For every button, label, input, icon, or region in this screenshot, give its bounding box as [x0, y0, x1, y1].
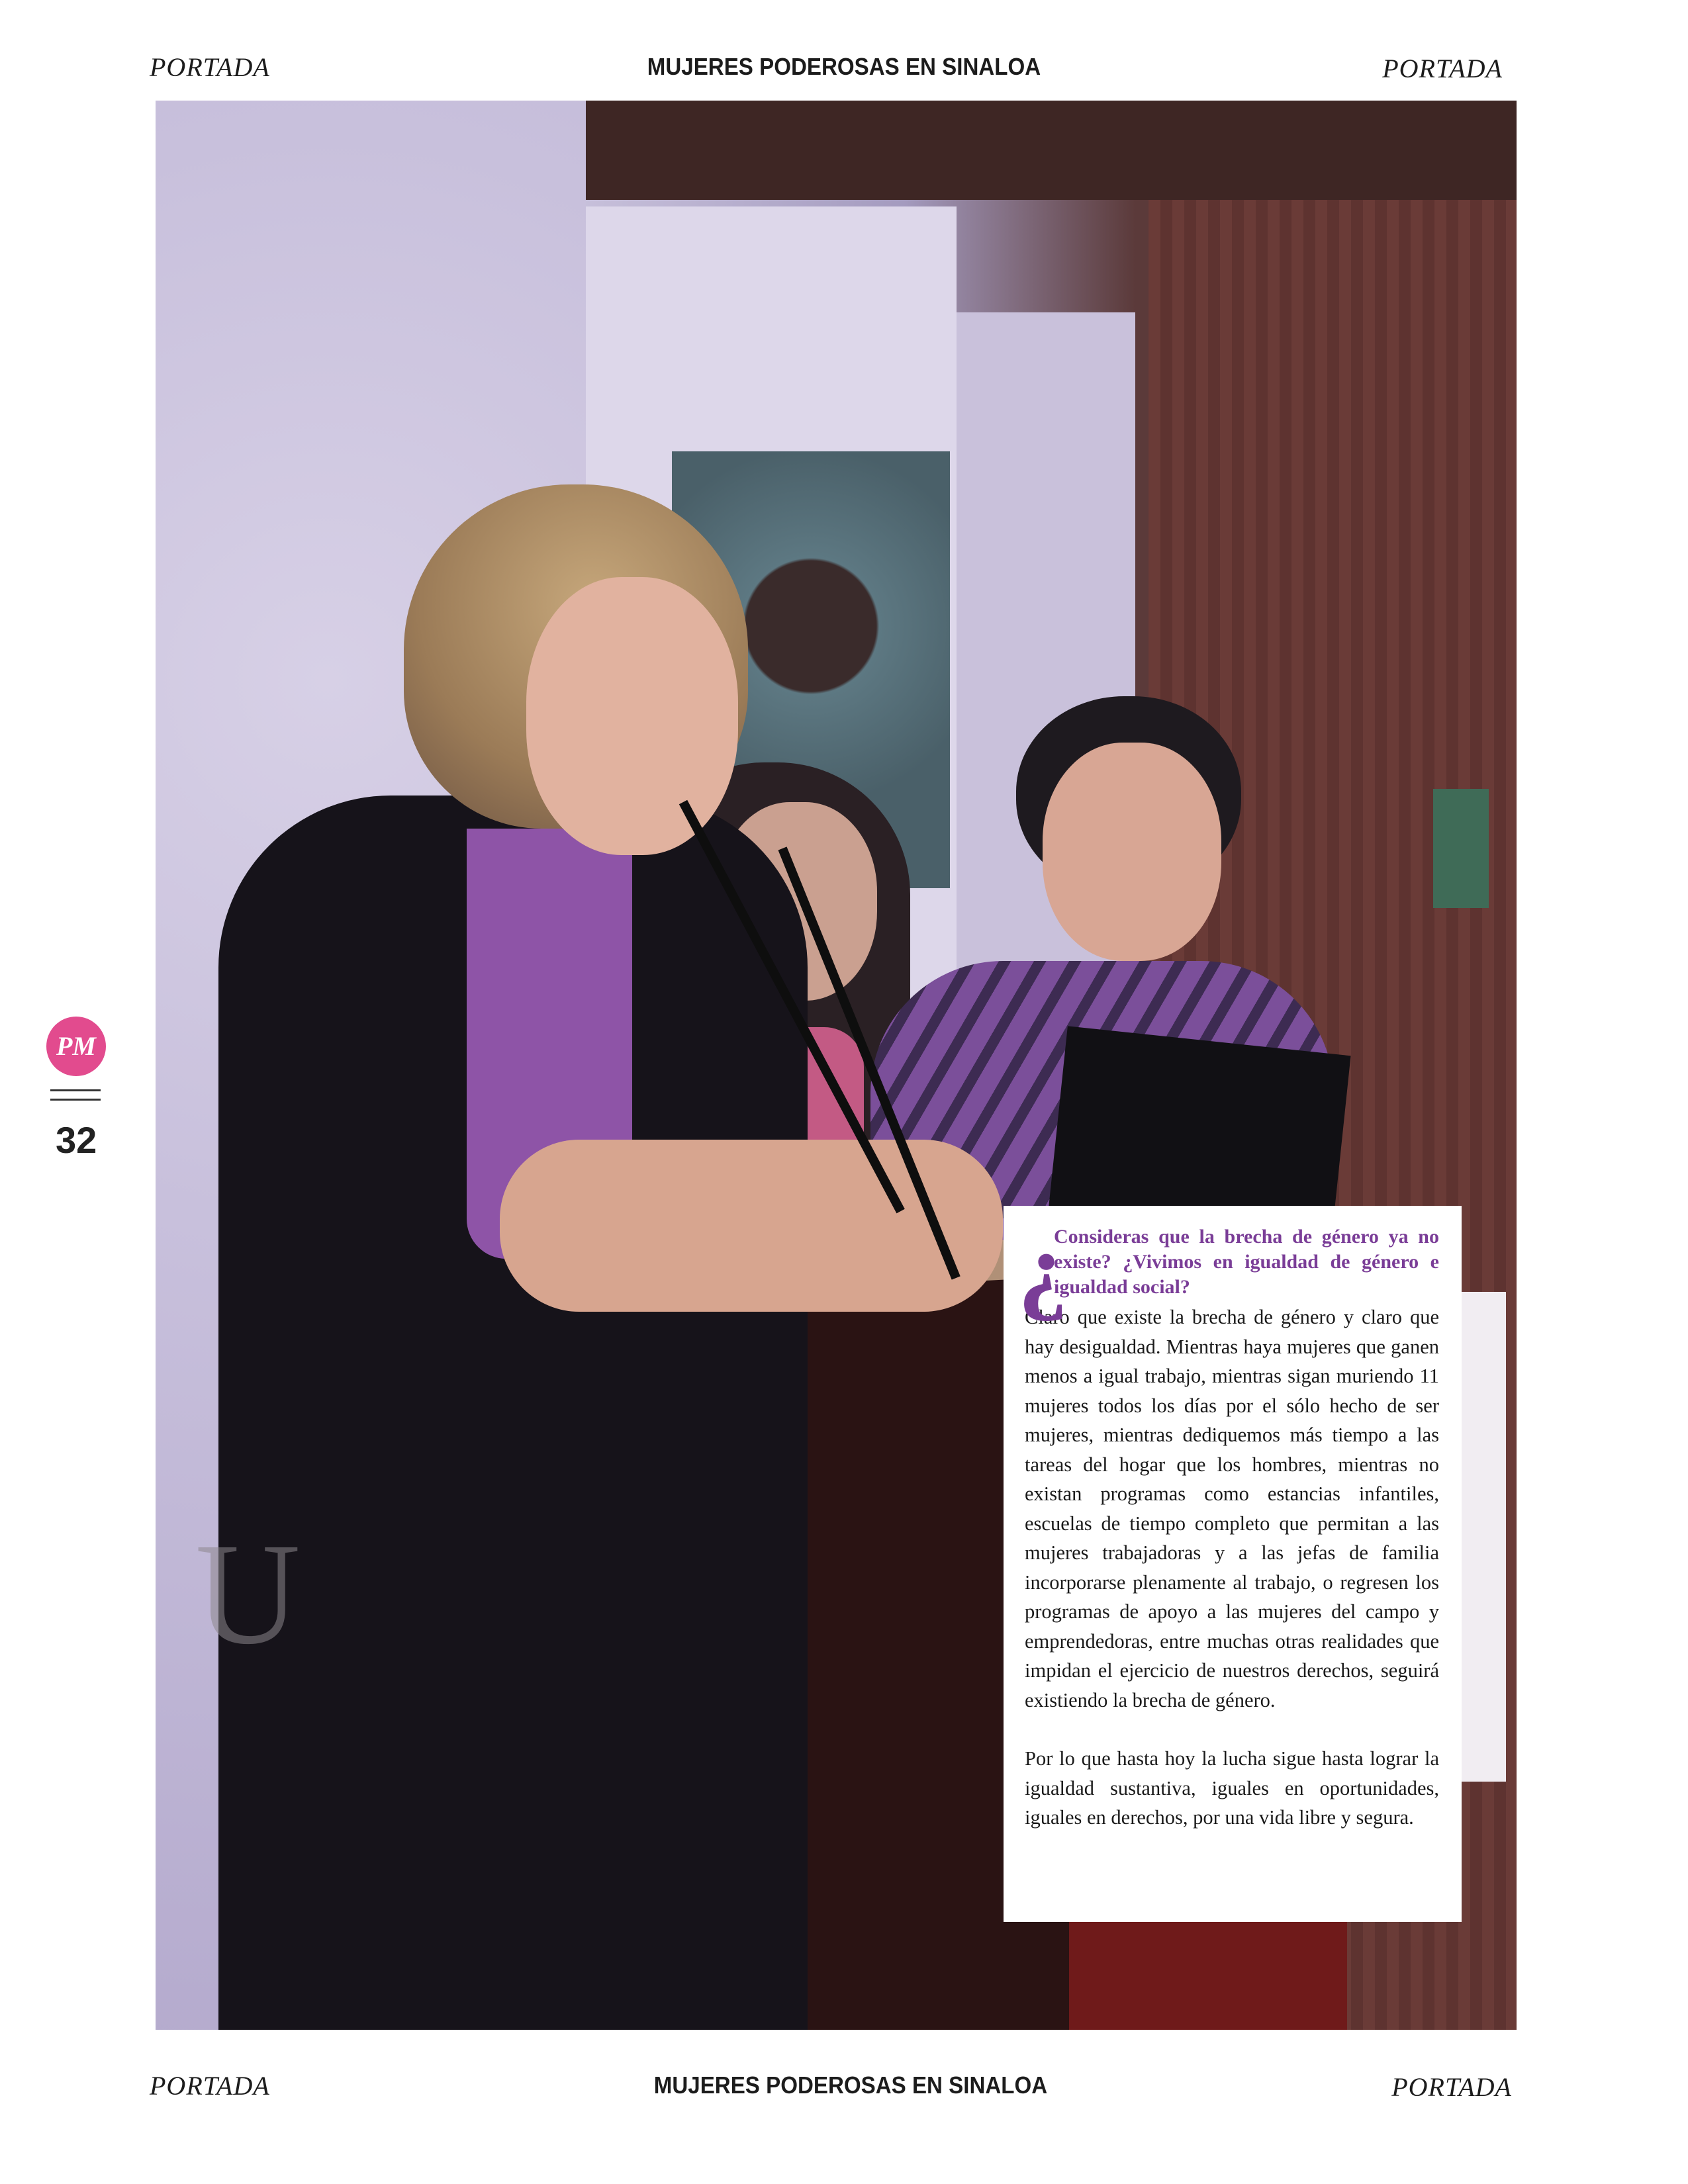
divider-line [50, 1089, 101, 1091]
question-mark-glyph: ¿ [1018, 1212, 1068, 1322]
header-section-right: PORTADA [1382, 54, 1503, 83]
interview-answer-paragraph: Claro que existe la brecha de género y claro que hay desigualdad. Mientras haya mujeres que ganen menos a igual trabajo, mientras sigan muriendo 11 mujeres todos los días por el sólo hecho de ser mujeres, mientras dediquemos más tiempo a las tareas del hogar que los hombres, mientras no existan programas como estancias infantiles, escuelas de tiempo completo que permitan a las mujeres trabajadoras y a las jefas de familia incorporarse plenamente al trabajo, o regresen los programas de apoyo a las mujeres del campo y emprendedoras, entre muchas otras realidades que impidan el ejercicio de nuestros derechos, seguirá existiendo la brecha de género. [1025, 1306, 1439, 1711]
header-magazine-title: MUJERES PODEROSAS EN SINALOA [647, 53, 1041, 80]
speaker-face [526, 577, 738, 855]
interview-answer-paragraph: Por lo que hasta hoy la lucha sigue hasta lograr la igualdad sustantiva, iguales en oportunidades, iguales en derechos, por una vida libre y segura. [1025, 1747, 1439, 1829]
page-number: 32 [56, 1119, 97, 1161]
divider-line [50, 1099, 101, 1101]
exit-sign [1433, 789, 1489, 908]
woman-right-face [1043, 743, 1221, 961]
speaker-hands [500, 1140, 1003, 1312]
pm-logo-badge: PM [46, 1017, 106, 1076]
footer-section-left: PORTADA [150, 2071, 270, 2101]
footer-magazine-title: MUJERES PODEROSAS EN SINALOA [653, 2071, 1048, 2099]
header-section-left: PORTADA [150, 52, 270, 82]
interview-question: Consideras que la brecha de género ya no existe? ¿Vivimos en igualdad de género e igualdad social? [1054, 1226, 1439, 1298]
footer-section-right: PORTADA [1391, 2072, 1512, 2102]
drop-cap-letter: U [195, 1513, 301, 1674]
interview-text-box [1004, 1206, 1462, 1922]
